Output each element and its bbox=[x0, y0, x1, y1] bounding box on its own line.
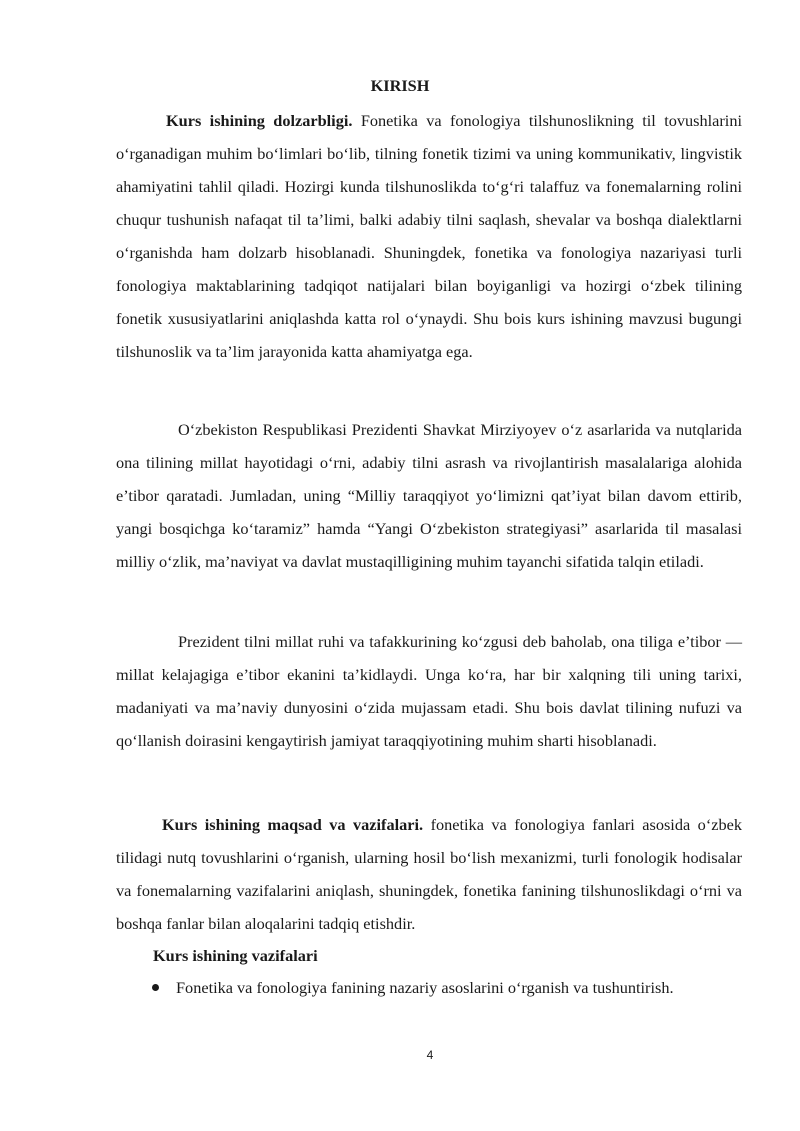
list-item bbox=[152, 971, 742, 1004]
page-title: KIRISH bbox=[370, 76, 430, 95]
paragraph-relevance bbox=[116, 104, 742, 368]
paragraph-lead: Kurs ishining maqsad va vazifalari. bbox=[162, 815, 424, 834]
paragraph-goals bbox=[116, 808, 742, 940]
page-number: 4 bbox=[426, 1048, 434, 1062]
tasks-heading: Kurs ishining vazifalari bbox=[153, 946, 318, 965]
tasks-list bbox=[152, 971, 742, 1004]
paragraph-president-language: Prezident tilni millat ruhi va tafakkurining ko‘zgusi deb baholab, ona tiliga e’tibor — millat kelajagiga e’tibor ekanini ta’kidlaydi. Unga ko‘ra, har bir xalqning tili uning tarixi, madaniyati va ma’naviy dunyosini o‘zida mujassam etadi. Shu bois davlat tilining nufuzi va qo‘llanish doirasini kengaytirish jamiyat taraqqiyotining muhim sharti hisoblanadi. bbox=[116, 632, 742, 750]
paragraph-lead: Kurs ishining dolzarbligi. bbox=[166, 111, 353, 130]
paragraph-text: fonetika va fonologiya fanlari asosida o‘zbek tilidagi nutq tovushlarini o‘rganish, ularning hosil bo‘lish mexanizmi, turli fonologik hodisalar va fonemalarning vazifalarini aniqlash, shuningdek, fonetika fanining tilshunoslikdagi o‘rni va boshqa fanlar bilan aloqalarini tadqiq etishdir. bbox=[116, 815, 742, 933]
paragraph-text: Fonetika va fonologiya tilshunoslikning til tovushlarini o‘rganadigan muhim bo‘limlari bo‘lib, tilning fonetik tizimi va uning kommunikativ, lingvistik ahamiyatini tahlil qiladi. Hozirgi kunda tilshunoslikda to‘g‘ri talaffuz va fonemalarning rolini chuqur tushunish nafaqat til ta’limi, balki adabiy tilni saqlash, shevalar va boshqa dialektlarni o‘rganishda ham dolzarb hisoblanadi. Shuningdek, fonetika va fonologiya nazariyasi turli fonologiya maktablarining tadqiqot natijalari bilan boyiganligi va hozirgi o‘zbek tilining fonetik xususiyatlarini aniqlashda katta rol o‘ynaydi. Shu bois kurs ishining mavzusi bugungi tilshunoslik va ta’lim jarayonida katta ahamiyatga ega. bbox=[116, 111, 742, 361]
list-item-text: Fonetika va fonologiya fanining nazariy asoslarini o‘rganish va tushuntirish. bbox=[176, 978, 674, 997]
paragraph-president-works: O‘zbekiston Respublikasi Prezidenti Shavkat Mirziyoyev o‘z asarlarida va nutqlarida ona tilining millat hayotidagi o‘rni, adabiy tilni asrash va rivojlantirish masalalariga alohida e’tibor qaratadi. Jumladan, uning “Milliy taraqqiyot yo‘limizni qat’iyat bilan davom ettirib, yangi bosqichga ko‘taramiz” hamda “Yangi O‘zbekiston strategiyasi” asarlarida til masalasi milliy o‘zlik, ma’naviyat va davlat mustaqilligining muhim tayanchi sifatida talqin etiladi. bbox=[116, 420, 742, 571]
bullet-icon bbox=[152, 984, 159, 991]
